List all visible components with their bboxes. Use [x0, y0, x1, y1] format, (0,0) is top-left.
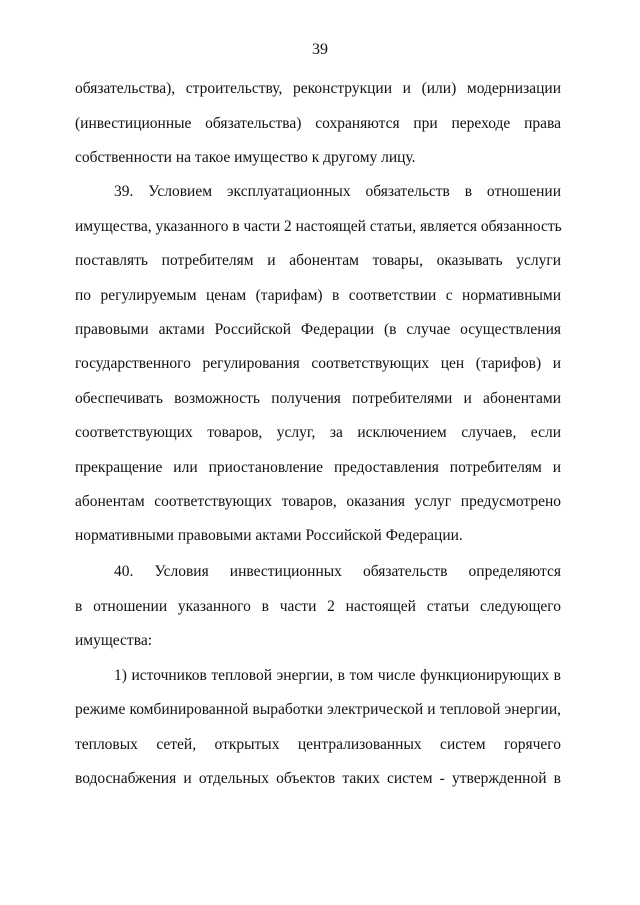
text-line: по регулируемым ценам (тарифам) в соответствии с нормативными: [75, 287, 561, 304]
text-line: абонентам соответствующих товаров, оказания услуг предусмотрено: [75, 493, 561, 510]
text-line: имущества, указанного в части 2 настоящей статьи, является обязанность: [75, 218, 562, 235]
text-line: правовыми актами Российской Федерации (в случае осуществления: [75, 321, 561, 338]
page-number: 39: [312, 41, 328, 58]
text-line: в отношении указанного в части 2 настоящей статьи следующего: [75, 598, 561, 615]
text-line: государственного регулирования соответствующих цен (тарифов) и: [75, 355, 561, 372]
paragraph-40-first-line: 40. Условия инвестиционных обязательств определяются: [114, 563, 561, 580]
text-line: собственности на такое имущество к другому лицу.: [75, 149, 416, 166]
text-line: имущества:: [75, 632, 153, 649]
text-line: нормативными правовыми актами Российской Федерации.: [75, 527, 463, 544]
list-item-1-first-line: 1) источников тепловой энергии, в том числе функционирующих в: [114, 667, 561, 684]
text-line: тепловых сетей, открытых централизованных систем горячего: [75, 736, 561, 753]
text-line: обязательства), строительству, реконструкции и (или) модернизации: [75, 80, 561, 97]
text-line: водоснабжения и отдельных объектов таких систем - утвержденной в: [75, 770, 561, 787]
text-line: поставлять потребителям и абонентам товары, оказывать услуги: [75, 252, 561, 269]
text-line: прекращение или приостановление предоставления потребителям и: [75, 459, 561, 476]
text-line: обеспечивать возможность получения потребителями и абонентами: [75, 390, 561, 407]
text-line: соответствующих товаров, услуг, за исключением случаев, если: [75, 424, 561, 441]
text-line: (инвестиционные обязательства) сохраняются при переходе права: [75, 115, 561, 132]
text-line: режиме комбинированной выработки электрической и тепловой энергии,: [75, 701, 561, 718]
paragraph-39-first-line: 39. Условием эксплуатационных обязательств в отношении: [114, 183, 561, 200]
